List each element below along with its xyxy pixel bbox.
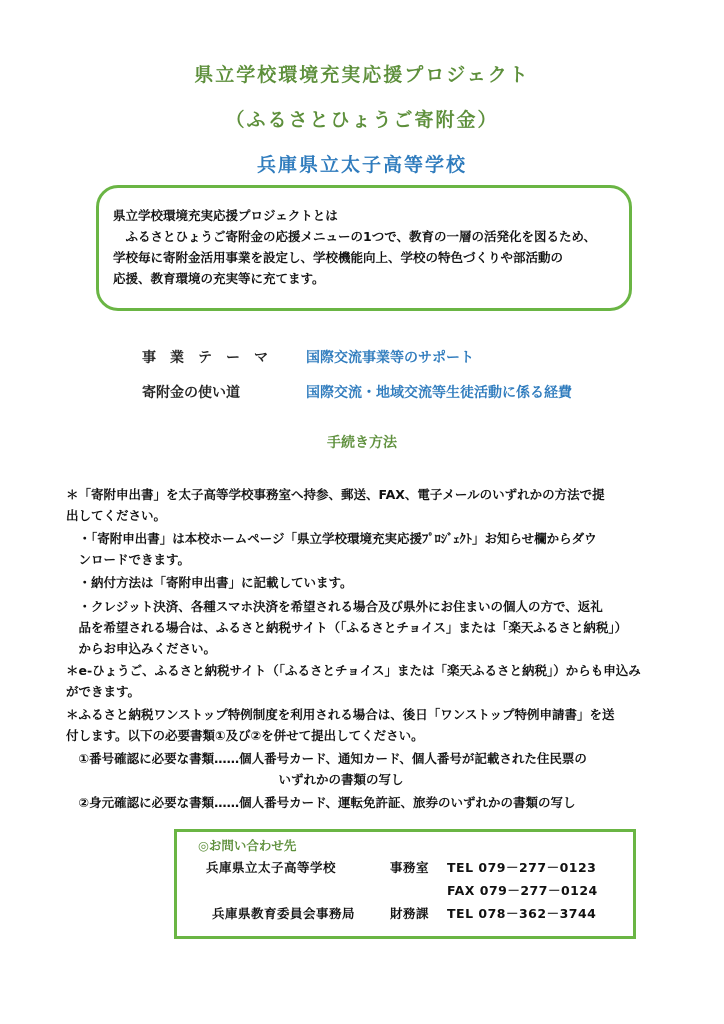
contact-board-tel: TEL 078－362－3744: [447, 906, 597, 921]
intro-line: 学校毎に寄附金活用事業を設定し、学校機能向上、学校の特色づくりや部活動の: [113, 250, 564, 265]
procedure-line: ②身元確認に必要な書類……個人番号カード、運転免許証、旅券のいずれかの書類の写し: [66, 795, 576, 810]
procedure-line: ができます。: [66, 684, 141, 699]
school-name: 兵庫県立太子高等学校: [256, 154, 467, 176]
use-value: 国際交流・地域交流等生徒活動に係る経費: [306, 385, 572, 401]
contact-school-tel: TEL 079－277－0123: [447, 860, 597, 875]
procedure-line: ・納付方法は「寄附申出書」に記載しています。: [66, 575, 353, 590]
contact-heading: ◎お問い合わせ先: [198, 838, 297, 853]
procedure-line: ＊ふるさと納税ワンストップ特例制度を利用される場合は、後日「ワンストップ特例申請書」を送: [66, 707, 615, 722]
use-label: 寄附金の使い道: [142, 385, 240, 401]
procedure-line: 品を希望される場合は、ふるさと納税サイト（「ふるさとチョイス」または「楽天ふるさと納税」）: [66, 620, 628, 635]
procedure-line: ＊「寄附申出書」を太子高等学校事務室へ持参、郵送、FAX、電子メールのいずれかの方法で提: [66, 487, 605, 502]
contact-board: 兵庫県教育委員会事務局: [212, 906, 356, 921]
intro-line: 応援、教育環境の充実等に充てます。: [113, 271, 325, 286]
procedure-line: いずれかの書類の写し: [66, 772, 404, 787]
contact-school: 兵庫県立太子高等学校: [206, 860, 337, 875]
procedure-line: ＊e-ひょうご、ふるさと納税サイト（「ふるさとチョイス」または「楽天ふるさと納税」）からも申込み: [66, 663, 641, 678]
procedure-line: からお申込みください。: [66, 641, 217, 656]
theme-value: 国際交流事業等のサポート: [306, 350, 474, 366]
procedure-line: ・「寄附申出書」は本校ホームページ「県立学校環境充実応援ﾌﾟﾛｼﾞｪｸﾄ」お知らせ欄からダウ: [66, 531, 597, 546]
intro-line: 県立学校環境充実応援プロジェクトとは: [113, 208, 338, 223]
contact-school-dept: 事務室: [390, 860, 430, 875]
theme-label: 事 業 テ ー マ: [142, 350, 268, 366]
title-line-2: （ふるさとひょうご寄附金）: [225, 109, 499, 131]
procedure-line: ①番号確認に必要な書類……個人番号カード、通知カード、個人番号が記載された住民票の: [66, 751, 587, 766]
procedure-line: 付します。以下の必要書類①及び②を併せて提出してください。: [66, 728, 424, 743]
contact-school-fax: FAX 079－277－0124: [447, 883, 598, 898]
title-line-1: 県立学校環境充実応援プロジェクト: [194, 64, 530, 86]
procedure-line: 出してください。: [66, 508, 167, 523]
contact-board-dept: 財務課: [390, 906, 430, 921]
procedure-heading: 手続き方法: [327, 435, 397, 451]
procedure-line: ンロードできます。: [66, 552, 191, 567]
procedure-line: ・クレジット決済、各種スマホ決済を希望される場合及び県外にお住まいの個人の方で、返礼: [66, 599, 603, 614]
intro-line: ふるさとひょうご寄附金の応援メニューの1つで、教育の一層の活発化を図るため、: [113, 229, 596, 244]
